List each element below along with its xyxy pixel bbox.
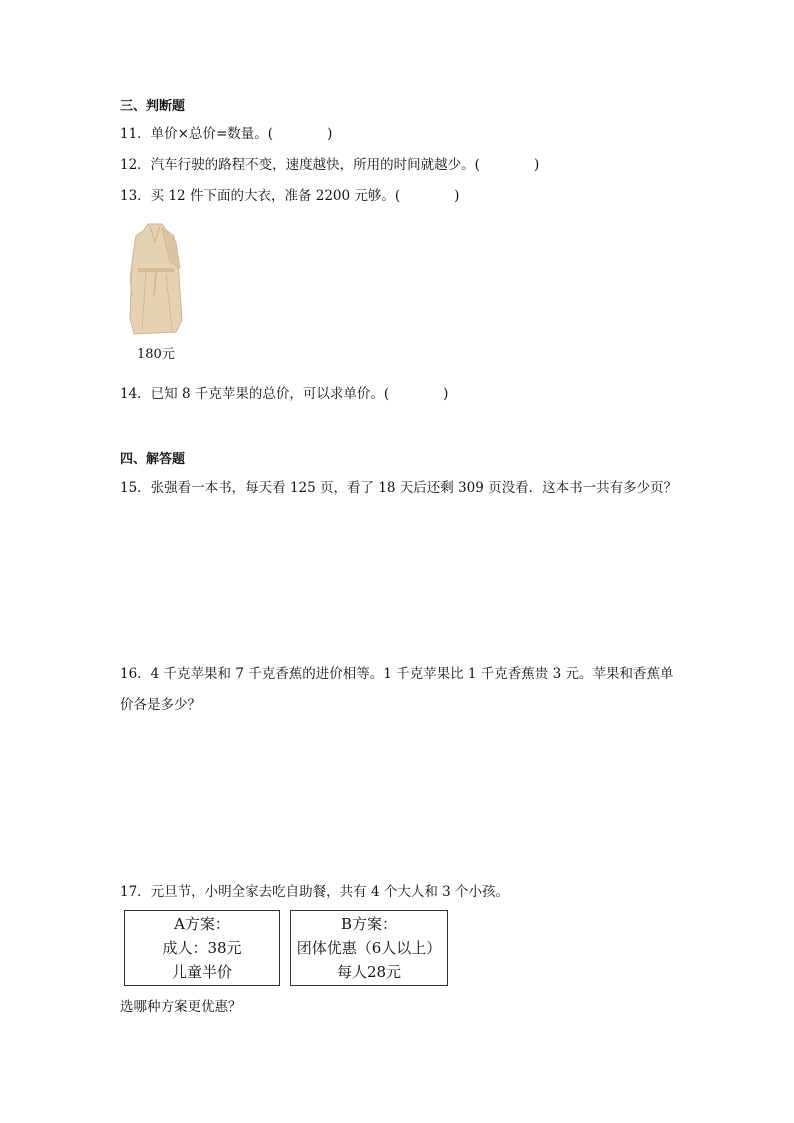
question-11: [120, 125, 332, 143]
plan-b-group-offer: 团体优惠（6人以上）: [296, 939, 442, 957]
coat-image: [126, 222, 184, 338]
question-13-text: 13．买 12 件下面的大衣，准备 2200 元够。(: [120, 188, 401, 204]
question-17-ask: 选哪种方案更优惠？: [120, 999, 242, 1015]
question-15: 15．张强看一本书，每天看 125 页，看了 18 天后还剩 309 页没看．这本书一共有多少页？: [120, 480, 678, 496]
coat-price-label: 180元: [137, 347, 175, 362]
question-11-text: 11．单价×总价=数量。(: [120, 126, 274, 142]
question-14-close: ): [443, 386, 449, 402]
question-11-close: ): [327, 126, 333, 142]
plan-b-title: B方案：: [340, 915, 398, 933]
question-12: [120, 156, 539, 174]
section-4-heading: 四、解答题: [120, 452, 186, 467]
question-16-line-2: 价各是多少？: [120, 697, 201, 713]
plan-b-box: [290, 910, 448, 986]
question-17: 17．元旦节，小明全家去吃自助餐，共有 4 个大人和 3 个小孩。: [120, 884, 510, 900]
plan-a-title: A方案：: [174, 915, 230, 933]
question-13: [120, 187, 459, 205]
question-14: [120, 385, 448, 403]
question-13-close: ): [454, 188, 460, 204]
question-14-text: 14．已知 8 千克苹果的总价，可以求单价。(: [120, 386, 390, 402]
section-3-heading: 三、判断题: [120, 99, 186, 114]
plan-a-box: [124, 910, 280, 986]
plan-a-child-price: 儿童半价: [171, 963, 232, 981]
question-12-close: ): [533, 157, 540, 173]
plan-b-price: 每人28元: [336, 963, 402, 981]
question-16-line-1: 16．4 千克苹果和 7 千克香蕉的进价相等。1 千克苹果比 1 千克香蕉贵 3 元。苹果和香蕉单: [120, 666, 674, 682]
plan-a-adult-price: 成人：38元: [162, 939, 242, 957]
question-12-text: 12．汽车行驶的路程不变，速度越快，所用的时间就越少。(: [120, 157, 480, 173]
